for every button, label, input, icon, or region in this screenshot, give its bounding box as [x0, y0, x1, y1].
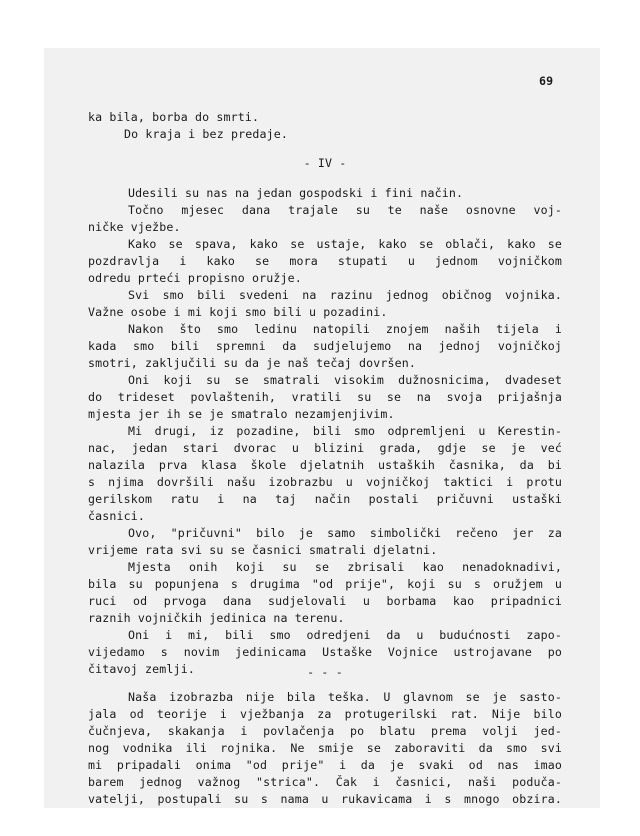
text-line: s njima dovršili našu izobrazbu u vojničkoj taktici i protu: [88, 475, 562, 489]
text-line: mjesta jer ih se je smatralo nezamjenjivim.: [88, 407, 395, 421]
text-line: nac, jedan stari dvorac u blizini grada, gdje se je već: [88, 441, 562, 455]
text-line: vijedamo s novim jedinicama Ustaške Vojnice ustrojavane po: [88, 645, 562, 659]
text-line: Važne osobe i mi koji smo bili u pozadini.: [88, 305, 388, 319]
text-line: pozdravlja i kako se mora stupati u jednom vojničkom: [88, 254, 562, 268]
chapter-heading: - IV -: [303, 156, 347, 170]
text-line: odredu prteći propisno oružje.: [88, 271, 302, 285]
text-line: Nakon što smo ledinu natopili znojem naših tijela i: [128, 322, 562, 336]
text-line: čitavoj zemlji.: [88, 662, 195, 676]
text-line: smotri, zaključili su da je naš tečaj dovršen.: [88, 356, 416, 370]
text-line: bila su popunjena s drugima "od prije", koji su s oružjem u: [88, 577, 562, 591]
text-line: kada smo bili spremni da sudjelujemo na jednoj vojničkoj: [88, 339, 562, 353]
text-line: mi pripadali onima "od prije" i da je svaki od nas imao: [88, 758, 562, 772]
text-line: časnici.: [88, 509, 146, 523]
text-line: ničke vježbe.: [88, 220, 181, 234]
text-line: raznih vojničkih jedinica na terenu.: [88, 611, 345, 625]
text-line: Do kraja i bez predaje.: [124, 127, 288, 141]
text-line: nog vodnika ili rojnika. Ne smije se zaboraviti da smo svi: [88, 741, 562, 755]
text-line: ka bila, borba do smrti.: [88, 110, 260, 124]
text-line: vatelji, postupali su s nama u rukavicama i s mnogo obzira.: [88, 792, 562, 806]
text-line: nalazila prva klasa škole djelatnih ustaških časnika, da bi: [88, 458, 562, 472]
page-number: 69: [539, 74, 554, 88]
text-line: gerilskom ratu i na taj način postali pričuvni ustaški: [88, 492, 562, 506]
text-line: Točno mjesec dana trajale su te naše osnovne voj-: [128, 203, 562, 217]
text-line: barem jednog važnog "strica". Čak i časnici, naši poduča-: [88, 775, 562, 789]
text-line: Kako se spava, kako se ustaje, kako se oblači, kako se: [128, 237, 562, 251]
text-line: jala od teorije i vježbanja za protugerilski rat. Nije bilo: [88, 707, 562, 721]
text-line: čučnjeva, skakanja i povlačenja po blatu prema volji jed-: [88, 724, 562, 738]
text-line: Mjesta onih koji su se zbrisali kao nenadoknadivi,: [128, 560, 562, 574]
text-line: Mi drugi, iz pozadine, bili smo odpremljeni u Kerestin-: [128, 424, 562, 438]
text-line: Ovo, "pričuvni" bilo je samo simbolički rečeno jer za: [128, 526, 562, 540]
text-line: Oni koji su se smatrali visokim dužnosnicima, dvadeset: [128, 373, 562, 387]
text-line: Udesili su nas na jedan gospodski i fini način.: [128, 186, 464, 200]
text-line: Oni i mi, bili smo odredjeni da u budućnosti zapo-: [128, 628, 562, 642]
text-line: vrijeme rata svi su se časnici smatrali djelatni.: [88, 543, 438, 557]
text-line: do trideset povlaštenih, vratili su se na svoja prijašnja: [88, 390, 562, 404]
section-separator: - - -: [307, 665, 343, 679]
text-line: Svi smo bili svedeni na razinu jednog običnog vojnika.: [128, 288, 562, 302]
text-line: Naša izobrazba nije bila teška. U glavnom se je sasto-: [128, 690, 562, 704]
text-line: ruci od prvoga dana sudjelovali u borbama kao pripadnici: [88, 594, 562, 608]
